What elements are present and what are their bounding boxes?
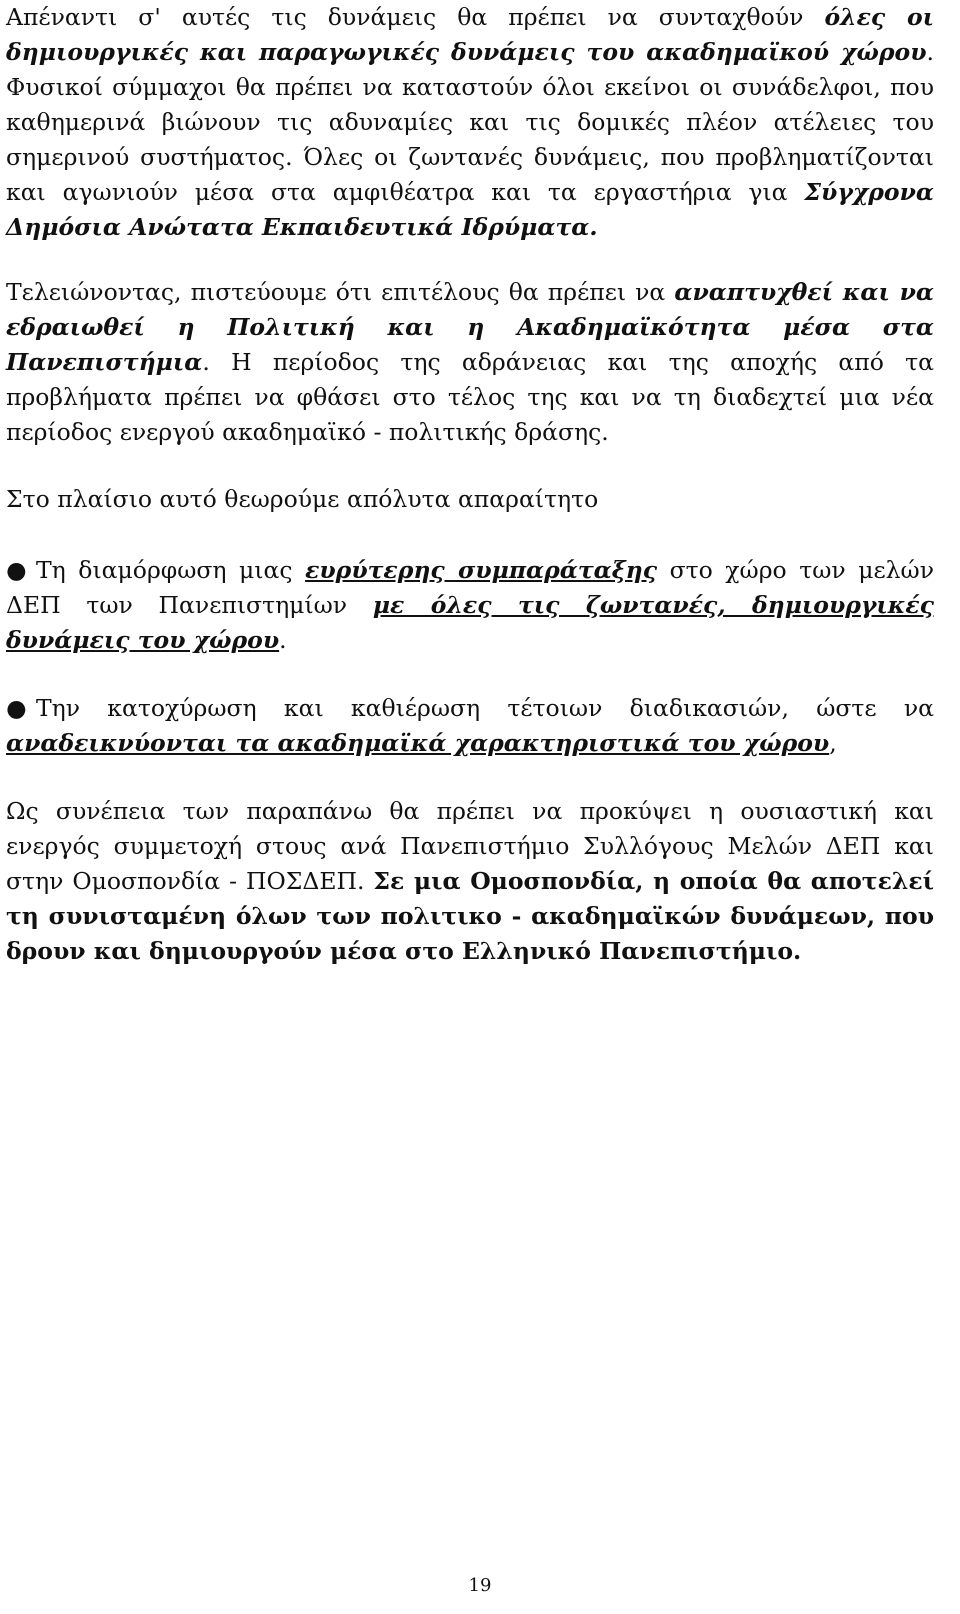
emphasis-text: όλες οι δημιουργικές και παραγωγικές δυνάμεις του ακαδημαϊκού χώρου [6,3,934,66]
paragraph-3 [6,482,934,517]
emphasis-text: ευρύτερης συμπαράταξης [305,556,658,584]
text-run: Τελειώνοντας, πιστεύουμε ότι επιτέλους θα πρέπει να [6,278,675,306]
bullet-icon: ● [6,556,27,584]
emphasis-text: με όλες τις ζωντανές, δημιουργικές δυνάμεις του χώρου [6,591,934,654]
bold-text: Σε μια Ομοσπονδία, η οποία θα αποτελεί τη συνισταμένη όλων των πολιτικο - ακαδημαϊκών δυνάμεων, που δρουν και δημιουργούν μέσα στο Ελληνικό Πανεπιστήμιο. [6,867,934,965]
text-run: , [829,729,837,757]
text-run: Στο πλαίσιο αυτό θεωρούμε απόλυτα απαραίτητο [6,485,599,513]
text-run: στο χώρο των μελών ΔΕΠ των Πανεπιστημίων [6,556,934,619]
text-run: Την κατοχύρωση και καθιέρωση τέτοιων διαδικασιών, ώστε να [36,694,934,722]
page-number: 19 [468,1575,492,1596]
text-run: Ως συνέπεια των παραπάνω θα πρέπει να προκύψει η ουσιαστική και ενεργός συμμετοχή στους ανά Πανεπιστήμιο Συλλόγους Μελών ΔΕΠ και στην Ομοσπονδία - ΠΟΣΔΕΠ. [6,797,934,895]
emphasis-text: αναπτυχθεί και να εδραιωθεί η Πολιτική και η Ακαδημαϊκότητα μέσα στα Πανεπιστήμια [6,278,934,376]
bullet-item-1 [6,553,934,658]
text-run: . Φυσικοί σύμμαχοι θα πρέπει να καταστούν όλοι εκείνοι οι συνάδελφοι, που καθημερινά βιώνουν τις αδυναμίες και τις δομικές πλέον ατέλειες του σημερινού συστήματος. Όλες οι ζωντανές δυνάμεις, που προβληματίζονται και αγωνιούν μέσα στα αμφιθέατρα και τα εργαστήρια για [6,38,934,206]
text-run: . Η περίοδος της αδράνειας και της αποχής από τα προβλήματα πρέπει να φθάσει στο τέλος της και να τη διαδεχτεί μια νέα περίοδος ενεργού ακαδημαϊκό - πολιτικής δράσης. [6,348,934,446]
emphasis-text: Σύγχρονα Δημόσια Ανώτατα Εκπαιδευτικά Ιδρύματα. [6,178,934,241]
text-run: Τη διαμόρφωση μιας [36,556,306,584]
paragraph-4 [6,794,934,969]
bullet-item-2 [6,691,934,761]
paragraph-2 [6,275,934,450]
paragraph-1 [6,0,934,245]
emphasis-text: αναδεικνύονται τα ακαδημαϊκά χαρακτηριστικά του χώρου [6,729,830,757]
bullet-icon: ● [6,694,27,722]
text-run: . [279,626,287,654]
text-run: Απέναντι σ' αυτές τις δυνάμεις θα πρέπει να συνταχθούν [6,3,825,31]
